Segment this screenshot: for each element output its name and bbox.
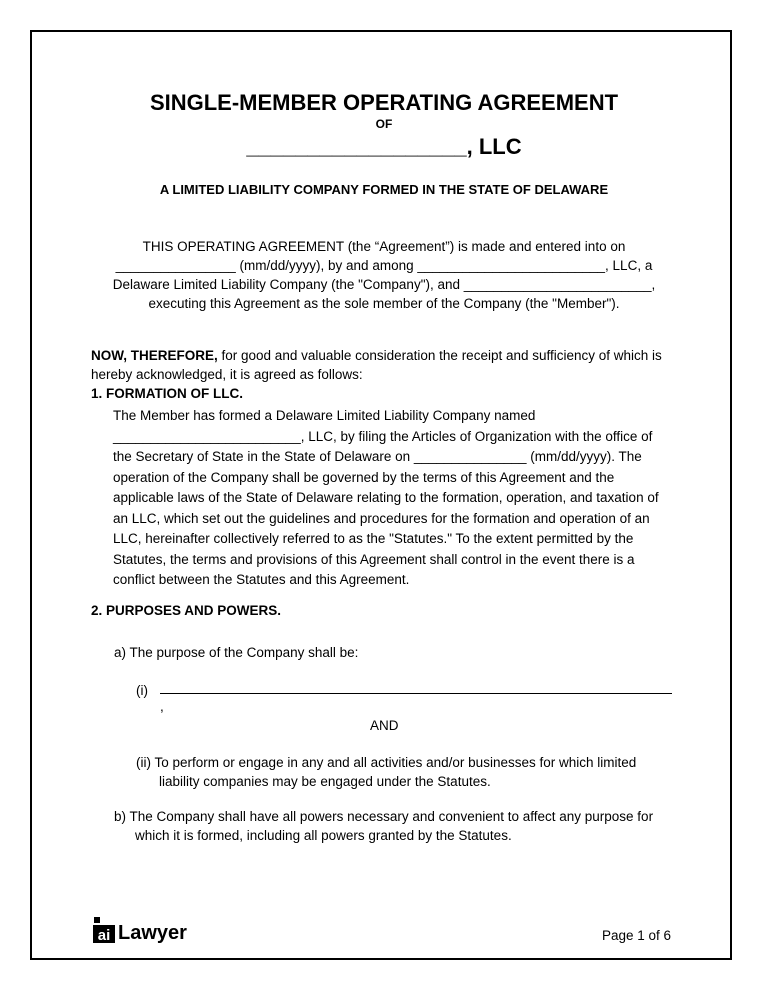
purpose-and: AND <box>370 718 399 733</box>
purpose-i-label: (i) <box>136 683 148 698</box>
page-number: Page 1 of 6 <box>602 928 672 943</box>
intro-line: ________________ (mm/dd/yyyy), by and among _________________________, LLC, a <box>115 258 653 273</box>
powers-b-text: b) The Company shall have all powers necessary and convenient to affect any purpose for which it is formed, including all powers granted by the Statutes. <box>114 809 654 843</box>
section-1-line: The Member has formed a Delaware Limited Liability Company named <box>113 408 536 423</box>
section-1-line: conflict between the Statutes and this Agreement. <box>113 572 410 587</box>
section-1-line: an LLC, which set out the guidelines and procedures for the formation and operation of an <box>113 510 650 526</box>
section-1-heading: 1. FORMATION OF LLC. <box>91 386 243 401</box>
intro-line: THIS OPERATING AGREEMENT (the “Agreement”) is made and entered into on <box>142 239 626 254</box>
intro-line: executing this Agreement as the sole member of the Company (the "Member"). <box>148 296 620 311</box>
intro-paragraph <box>0 237 768 313</box>
ailawyer-logo <box>92 914 187 944</box>
now-therefore-text: for good and valuable consideration the receipt and sufficiency of which is hereby acknowledged, it is agreed as follows: <box>91 348 662 382</box>
now-therefore-bold: NOW, THEREFORE, <box>91 348 218 363</box>
section-1-line: applicable laws of the State of Delaware relating to the formation, operation, and taxation of <box>113 490 659 505</box>
title-of: OF <box>375 117 393 131</box>
purpose-i-comma: , <box>160 699 164 714</box>
purpose-ii <box>136 753 666 791</box>
purpose-a: a) The purpose of the Company shall be: <box>114 645 359 660</box>
now-therefore-paragraph <box>91 346 691 384</box>
svg-text:ai: ai <box>97 927 111 944</box>
section-1-line: the Secretary of State in the State of Delaware on _______________ (mm/dd/yyyy). The <box>113 449 642 464</box>
section-2-heading: 2. PURPOSES AND POWERS. <box>91 603 282 618</box>
section-1-line: operation of the Company shall be governed by the terms of this Agreement and the <box>113 469 615 485</box>
intro-line: Delaware Limited Liability Company (the "Company"), and _________________________, <box>112 277 656 292</box>
company-name-blank: __________________, LLC <box>246 134 522 159</box>
document-subtitle: A LIMITED LIABILITY COMPANY FORMED IN THE STATE OF DELAWARE <box>159 182 609 197</box>
section-1-line: LLC, hereinafter collectively referred to as the "Statutes." To the extent permitted by the <box>113 531 634 546</box>
section-1-line: _________________________, LLC, by filing the Articles of Organization with the office of <box>113 428 653 444</box>
purpose-i-blank-line <box>160 693 672 694</box>
powers-b <box>114 807 676 845</box>
logo-text: Lawyer <box>118 922 187 944</box>
section-1-body <box>113 406 673 591</box>
document-title: SINGLE-MEMBER OPERATING AGREEMENT <box>149 90 619 115</box>
ai-logo-mark-icon <box>92 914 116 944</box>
section-1-line: Statutes, the terms and provisions of this Agreement shall control in the event there is a <box>113 551 635 567</box>
purpose-ii-text: (ii) To perform or engage in any and all activities and/or businesses for which limited liability companies may be engaged under the Statutes. <box>136 755 637 789</box>
